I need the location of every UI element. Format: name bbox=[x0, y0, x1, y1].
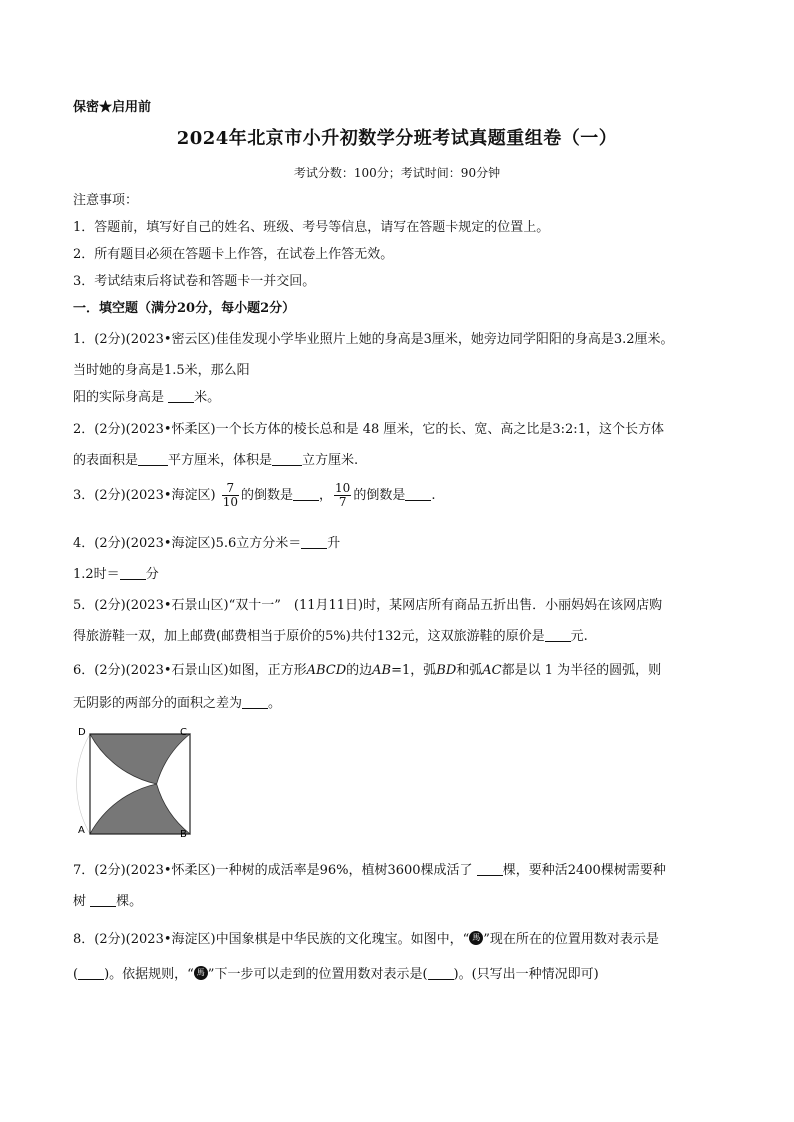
q6-label-d: D bbox=[78, 727, 86, 738]
q4-answer-blank-1[interactable] bbox=[301, 536, 327, 549]
q3-fraction-2: $\frac{10}{7}$ bbox=[335, 481, 351, 509]
q8-text-d: )。依据规则，“ bbox=[104, 967, 194, 982]
q6-text-c: =1，弧 bbox=[391, 663, 437, 678]
q8-answer-blank-2[interactable] bbox=[428, 967, 454, 980]
q5-line-1: 5．(2分)(2023•石景山区)“双十一” (11月11日)时，某网店所有商品五折出售．小丽妈妈在该网店购 bbox=[73, 598, 663, 613]
notes-item-2: 2．所有题目必须在答题卡上作答，在试卷上作答无效。 bbox=[73, 247, 394, 262]
q2-text-a: 的表面积是 bbox=[73, 453, 139, 468]
q3-prefix: 3．(2分)(2023•海淀区) bbox=[73, 488, 216, 503]
q3-answer-blank-1[interactable] bbox=[293, 488, 319, 501]
q2-text-c: 立方厘米. bbox=[302, 453, 359, 468]
q8-line-2 bbox=[73, 966, 599, 984]
chess-horse-icon: 馬 bbox=[469, 931, 483, 945]
q4-text-c: 1.2时＝ bbox=[73, 567, 120, 582]
q8-line-1 bbox=[73, 931, 659, 949]
q5-line-2 bbox=[73, 628, 588, 646]
q1-text-b: 米。 bbox=[194, 390, 221, 405]
q4-text-a: 4．(2分)(2023•海淀区)5.6立方分米＝ bbox=[73, 536, 302, 551]
q3-line bbox=[73, 482, 435, 509]
q5-text-a: 得旅游鞋一双，加上邮费(邮费相当于原价的5%)共付132元，这双旅游鞋的原价是 bbox=[73, 629, 545, 644]
q6-line-2 bbox=[73, 695, 281, 713]
q4-line-1 bbox=[73, 535, 340, 553]
q6-label-c: C bbox=[180, 727, 187, 738]
chess-horse-icon: 馬 bbox=[194, 966, 208, 980]
q8-text-a: 8．(2分)(2023•海淀区)中国象棋是中华民族的文化瑰宝。如图中，“ bbox=[73, 932, 470, 947]
q4-answer-blank-2[interactable] bbox=[120, 567, 146, 580]
q6-label-b: B bbox=[180, 829, 187, 840]
q5-text-b: 元. bbox=[570, 629, 588, 644]
q2-line-2 bbox=[73, 452, 358, 470]
q6-arc-2-name: AC bbox=[482, 663, 502, 678]
q5-answer-blank[interactable] bbox=[545, 629, 571, 642]
q7-text-d: 棵。 bbox=[116, 894, 143, 909]
q2-line-1: 2．(2分)(2023•怀柔区)一个长方体的棱长总和是 48 厘米，它的长、宽、高之比是3:2:1，这个长方体 bbox=[73, 422, 664, 437]
q6-side-name: AB bbox=[372, 663, 392, 678]
q1-text-a: 阳的实际身高是 bbox=[73, 390, 169, 405]
q3-answer-blank-2[interactable] bbox=[405, 488, 431, 501]
q6-label-a: A bbox=[78, 825, 85, 836]
q7-line-2 bbox=[73, 893, 142, 911]
q3-text-2: 的倒数是 bbox=[353, 488, 406, 503]
q7-answer-blank-2[interactable] bbox=[90, 894, 116, 907]
q8-text-e: ”下一步可以走到的位置用数对表示是( bbox=[207, 967, 428, 982]
q3-fraction-1: $\frac{7}{10}$ bbox=[222, 481, 239, 509]
q2-answer-blank-1[interactable] bbox=[138, 453, 168, 466]
q6-shaded-top bbox=[90, 734, 190, 784]
q6-arc-1-name: BD bbox=[436, 663, 457, 678]
q4-text-d: 分 bbox=[145, 567, 159, 582]
q3-text-1: 的倒数是 bbox=[241, 488, 294, 503]
q2-answer-blank-2[interactable] bbox=[272, 453, 302, 466]
q6-text-f: 无阴影的两部分的面积之差为 bbox=[73, 696, 243, 711]
notes-heading: 注意事项： bbox=[73, 193, 139, 208]
q6-square-figure bbox=[70, 722, 200, 842]
q6-text-g: 。 bbox=[268, 696, 282, 711]
notes-item-3: 3．考试结束后将试卷和答题卡一并交回。 bbox=[73, 274, 316, 289]
q4-line-2 bbox=[73, 566, 159, 584]
section-heading: 一．填空题（满分20分，每小题2分） bbox=[73, 301, 296, 316]
q6-line-1 bbox=[73, 662, 661, 680]
q3-end: . bbox=[431, 488, 436, 503]
q3-comma: ， bbox=[319, 488, 333, 503]
q6-text-e: 都是以 1 为半径的圆弧，则 bbox=[501, 663, 662, 678]
q6-shaded-bottom bbox=[90, 784, 190, 834]
q6-text-b: 的边 bbox=[346, 663, 373, 678]
q8-answer-blank-1[interactable] bbox=[78, 967, 104, 980]
q6-text-d: 和弧 bbox=[456, 663, 483, 678]
notes-item-1: 1．答题前，填写好自己的姓名、班级、考号等信息，请写在答题卡规定的位置上。 bbox=[73, 220, 550, 235]
q6-faint-arc bbox=[77, 734, 90, 834]
q7-text-b: 棵，要种活2400棵树需要种 bbox=[502, 863, 666, 878]
q6-text-a: 6．(2分)(2023•石景山区)如图，正方形 bbox=[73, 663, 307, 678]
q6-answer-blank[interactable] bbox=[242, 696, 268, 709]
q4-text-b: 升 bbox=[327, 536, 341, 551]
q7-line-1 bbox=[73, 862, 666, 880]
q7-text-a: 7．(2分)(2023•怀柔区)一种树的成活率是96%，植树3600棵成活了 bbox=[73, 863, 477, 878]
q8-text-b: ”现在所在的位置用数对表示是 bbox=[483, 932, 659, 947]
q8-text-c: ( bbox=[73, 967, 79, 982]
q6-square-name: ABCD bbox=[306, 663, 347, 678]
q8-text-f: )。(只写出一种情况即可) bbox=[453, 967, 599, 982]
page-title: 2024年北京市小升初数学分班考试真题重组卷（一） bbox=[176, 128, 618, 149]
q1-line-1: 1．(2分)(2023•密云区)佳佳发现小学毕业照片上她的身高是3厘米，她旁边同学阳阳的身高是3.2厘米。 bbox=[73, 332, 674, 347]
q1-line-3 bbox=[73, 389, 220, 407]
q7-answer-blank-1[interactable] bbox=[477, 863, 503, 876]
q1-line-2: 当时她的身高是1.5米，那么阳 bbox=[73, 363, 250, 378]
exam-info: 考试分数：100分；考试时间：90分钟 bbox=[293, 166, 501, 180]
q2-text-b: 平方厘米，体积是 bbox=[168, 453, 273, 468]
q1-answer-blank[interactable] bbox=[168, 390, 194, 403]
q7-text-c: 树 bbox=[73, 894, 91, 909]
confidential-label: 保密★启用前 bbox=[73, 100, 152, 115]
